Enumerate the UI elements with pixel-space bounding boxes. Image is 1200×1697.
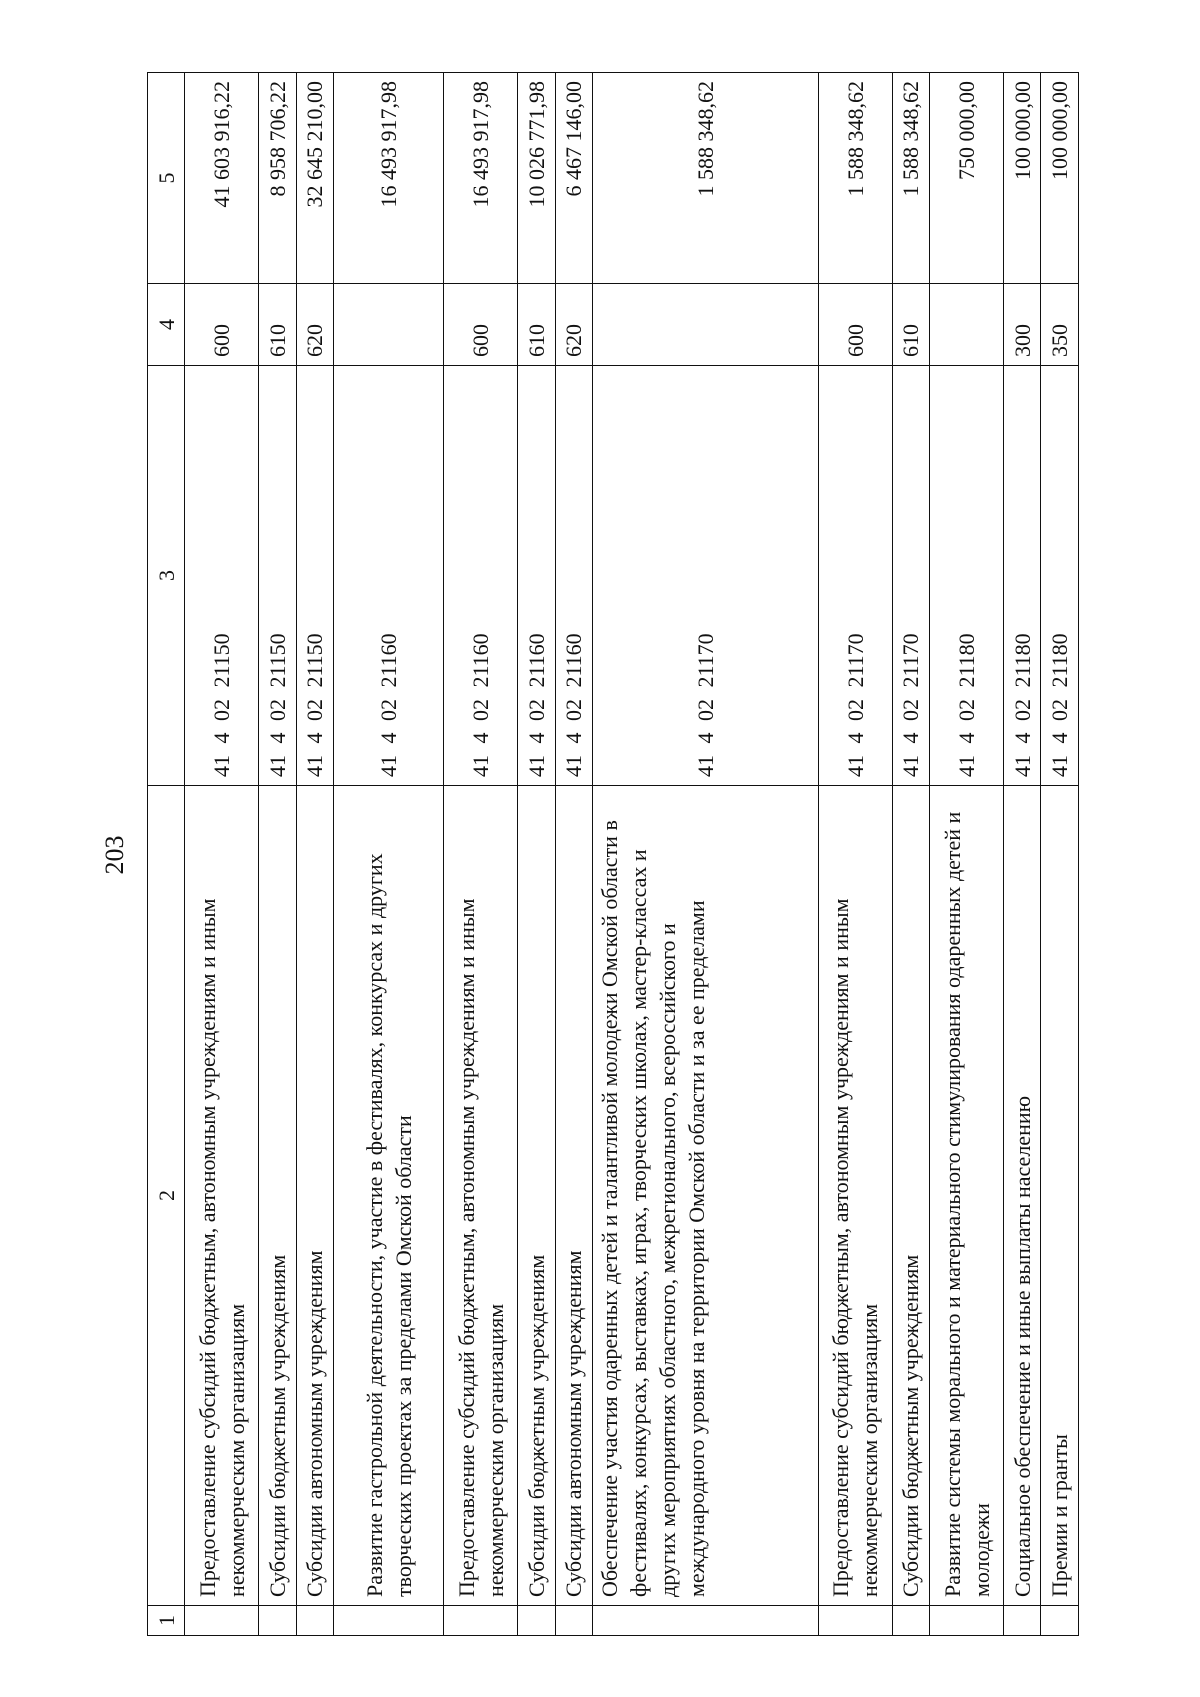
row-name: Субсидии автономным учреждениям <box>555 786 592 1606</box>
row-type: 600 <box>818 284 892 366</box>
row-name: Развитие гастрольной деятельности, участие в фестивалях, конкурсах и других творческих проектах за пределами Омской области <box>334 786 444 1606</box>
row-code: 41 4 02 21160 <box>518 366 555 786</box>
table-row <box>593 73 819 1636</box>
row-code: 41 4 02 21150 <box>185 366 259 786</box>
row-type <box>930 284 1004 366</box>
row-code: 41 4 02 21180 <box>1003 366 1040 786</box>
row-number-cell <box>334 1606 444 1636</box>
row-name: Предоставление субсидий бюджетным, автономным учреждениям и иным некоммерческим организациям <box>444 786 518 1606</box>
row-number-cell <box>296 1606 333 1636</box>
row-code: 41 4 02 21160 <box>334 366 444 786</box>
row-name: Обеспечение участия одаренных детей и талантливой молодежи Омской области в фестивалях, конкурсах, выставках, играх, творческих школах, мастер-классах и других мероприятиях областного, межрегионального, всероссийского и международного уровня на территории Омской области и за ее пределами <box>593 786 819 1606</box>
budget-table-container <box>147 73 1079 1636</box>
row-amount: 10 026 771,98 <box>518 73 555 284</box>
row-type: 610 <box>259 284 296 366</box>
table-row <box>1041 73 1079 1636</box>
row-amount: 1 588 348,62 <box>892 73 929 284</box>
row-amount: 1 588 348,62 <box>593 73 819 284</box>
row-name: Субсидии бюджетным учреждениям <box>892 786 929 1606</box>
row-amount: 8 958 706,22 <box>259 73 296 284</box>
row-code: 41 4 02 21160 <box>444 366 518 786</box>
page-number-text: 203 <box>100 835 129 875</box>
row-type: 610 <box>892 284 929 366</box>
row-name: Развитие системы морального и материального стимулирования одаренных детей и молодежи <box>930 786 1004 1606</box>
row-type: 620 <box>555 284 592 366</box>
row-amount: 32 645 210,00 <box>296 73 333 284</box>
table-row <box>518 73 555 1636</box>
header-col-1: 1 <box>148 1606 185 1636</box>
row-type: 600 <box>185 284 259 366</box>
page-number <box>95 820 135 890</box>
row-code: 41 4 02 21170 <box>593 366 819 786</box>
row-type: 600 <box>444 284 518 366</box>
row-amount: 750 000,00 <box>930 73 1004 284</box>
row-number-cell <box>930 1606 1004 1636</box>
row-number-cell <box>818 1606 892 1636</box>
row-number-cell <box>593 1606 819 1636</box>
row-number-cell <box>259 1606 296 1636</box>
row-name: Премии и гранты <box>1041 786 1079 1606</box>
table-row <box>930 73 1004 1636</box>
table-row <box>185 73 259 1636</box>
header-col-3: 3 <box>148 366 185 786</box>
row-type: 620 <box>296 284 333 366</box>
table-row <box>444 73 518 1636</box>
header-col-2: 2 <box>148 786 185 1606</box>
row-number-cell <box>555 1606 592 1636</box>
row-amount: 16 493 917,98 <box>444 73 518 284</box>
row-number-cell <box>444 1606 518 1636</box>
row-amount: 1 588 348,62 <box>818 73 892 284</box>
row-code: 41 4 02 21150 <box>259 366 296 786</box>
row-amount: 100 000,00 <box>1003 73 1040 284</box>
row-number-cell <box>892 1606 929 1636</box>
row-name: Субсидии бюджетным учреждениям <box>259 786 296 1606</box>
row-type: 300 <box>1003 284 1040 366</box>
row-number-cell <box>1003 1606 1040 1636</box>
row-code: 41 4 02 21180 <box>1041 366 1079 786</box>
table-row <box>1003 73 1040 1636</box>
table-row <box>818 73 892 1636</box>
header-col-5: 5 <box>148 73 185 284</box>
table-row <box>555 73 592 1636</box>
table-row <box>334 73 444 1636</box>
table-header-row <box>148 73 185 1636</box>
row-name: Социальное обеспечение и иные выплаты населению <box>1003 786 1040 1606</box>
row-name: Предоставление субсидий бюджетным, автономным учреждениям и иным некоммерческим организациям <box>185 786 259 1606</box>
table-row <box>296 73 333 1636</box>
row-amount: 16 493 917,98 <box>334 73 444 284</box>
table-row <box>892 73 929 1636</box>
row-code: 41 4 02 21160 <box>555 366 592 786</box>
row-name: Субсидии бюджетным учреждениям <box>518 786 555 1606</box>
row-type: 610 <box>518 284 555 366</box>
row-type: 350 <box>1041 284 1079 366</box>
row-code: 41 4 02 21180 <box>930 366 1004 786</box>
row-type <box>334 284 444 366</box>
row-code: 41 4 02 21170 <box>818 366 892 786</box>
row-amount: 6 467 146,00 <box>555 73 592 284</box>
row-number-cell <box>185 1606 259 1636</box>
row-code: 41 4 02 21150 <box>296 366 333 786</box>
row-amount: 41 603 916,22 <box>185 73 259 284</box>
header-col-4: 4 <box>148 284 185 366</box>
row-name: Субсидии автономным учреждениям <box>296 786 333 1606</box>
row-number-cell <box>518 1606 555 1636</box>
row-amount: 100 000,00 <box>1041 73 1079 284</box>
row-name: Предоставление субсидий бюджетным, автономным учреждениям и иным некоммерческим организациям <box>818 786 892 1606</box>
table-row <box>259 73 296 1636</box>
row-code: 41 4 02 21170 <box>892 366 929 786</box>
budget-table <box>147 72 1079 1636</box>
row-number-cell <box>1041 1606 1079 1636</box>
row-type <box>593 284 819 366</box>
